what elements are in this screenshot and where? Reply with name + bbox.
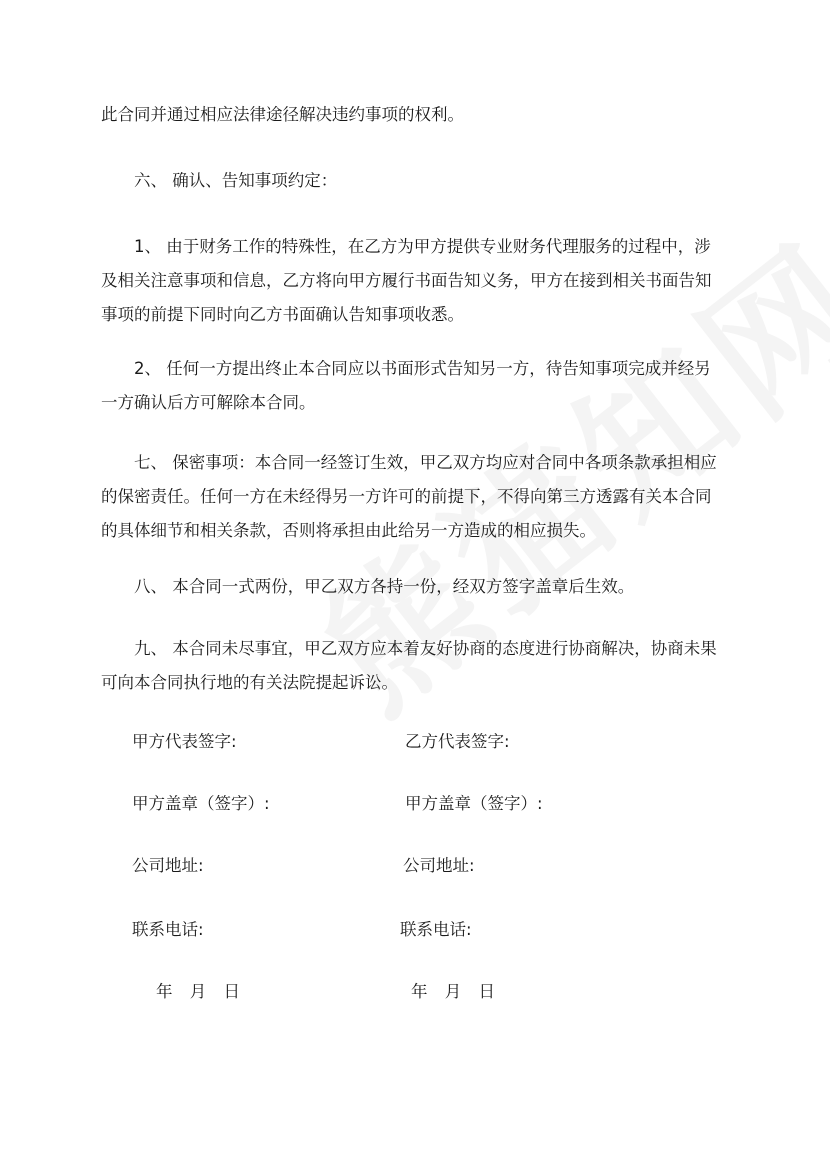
party-a-rep-label: 甲方代表签字: xyxy=(132,732,237,751)
text-line: 1、 由于财务工作的特殊性，在乙方为甲方提供专业财务代理服务的过程中，涉 xyxy=(134,237,711,256)
text-line: 可向本合同执行地的有关法院提起诉讼。 xyxy=(101,673,398,692)
paragraph-rights-clause xyxy=(101,98,741,132)
phone-right-label: 联系电话: xyxy=(400,920,472,939)
phone-left-label: 联系电话: xyxy=(132,920,204,939)
section-eight-copies xyxy=(101,570,774,604)
address-right-label: 公司地址: xyxy=(403,856,475,875)
date-right-label: 年 月 日 xyxy=(411,982,495,1001)
text-line: 2、 任何一方提出终止本合同应以书面形式告知另一方，待告知事项完成并经另 xyxy=(134,359,711,378)
text-line: 七、 保密事项：本合同一经签订生效，甲乙双方均应对合同中各项条款承担相应 xyxy=(134,453,717,472)
text-line: 事项的前提下同时向乙方书面确认告知事项收悉。 xyxy=(101,305,464,324)
section-seven-confidentiality-cont xyxy=(101,480,741,548)
text-line: 此合同并通过相应法律途径解决违约事项的权利。 xyxy=(101,105,464,124)
section-nine-disputes xyxy=(101,632,774,666)
text-line: 的保密责任。任何一方在未经得另一方许可的前提下，不得向第三方透露有关本合同 xyxy=(101,487,712,506)
text-line: 八、 本合同一式两份，甲乙双方各持一份，经双方签字盖章后生效。 xyxy=(134,577,635,596)
party-b-rep-label: 乙方代表签字: xyxy=(405,732,510,751)
text-line: 六、 确认、告知事项约定： xyxy=(134,171,338,190)
paragraph-notice-obligation xyxy=(101,230,774,264)
party-b-seal-label: 甲方盖章（签字）: xyxy=(405,794,543,813)
text-line: 九、 本合同未尽事宜，甲乙双方应本着友好协商的态度进行协商解决，协商未果 xyxy=(134,639,717,658)
date-left-label: 年 月 日 xyxy=(156,982,240,1001)
text-line: 一方确认后方可解除本合同。 xyxy=(101,393,316,412)
text-line: 及相关注意事项和信息，乙方将向甲方履行书面告知义务，甲方在接到相关书面告知 xyxy=(101,271,712,290)
section-six-heading xyxy=(101,164,774,198)
party-a-seal-label: 甲方盖章（签字）: xyxy=(132,794,270,813)
text-line: 的具体细节和相关条款，否则将承担由此给另一方造成的相应损失。 xyxy=(101,521,596,540)
section-seven-confidentiality xyxy=(101,446,774,480)
section-nine-disputes-cont xyxy=(101,666,741,700)
address-left-label: 公司地址: xyxy=(132,856,204,875)
paragraph-termination xyxy=(101,352,774,386)
paragraph-notice-obligation-cont xyxy=(101,264,741,332)
paragraph-termination-cont xyxy=(101,386,741,420)
